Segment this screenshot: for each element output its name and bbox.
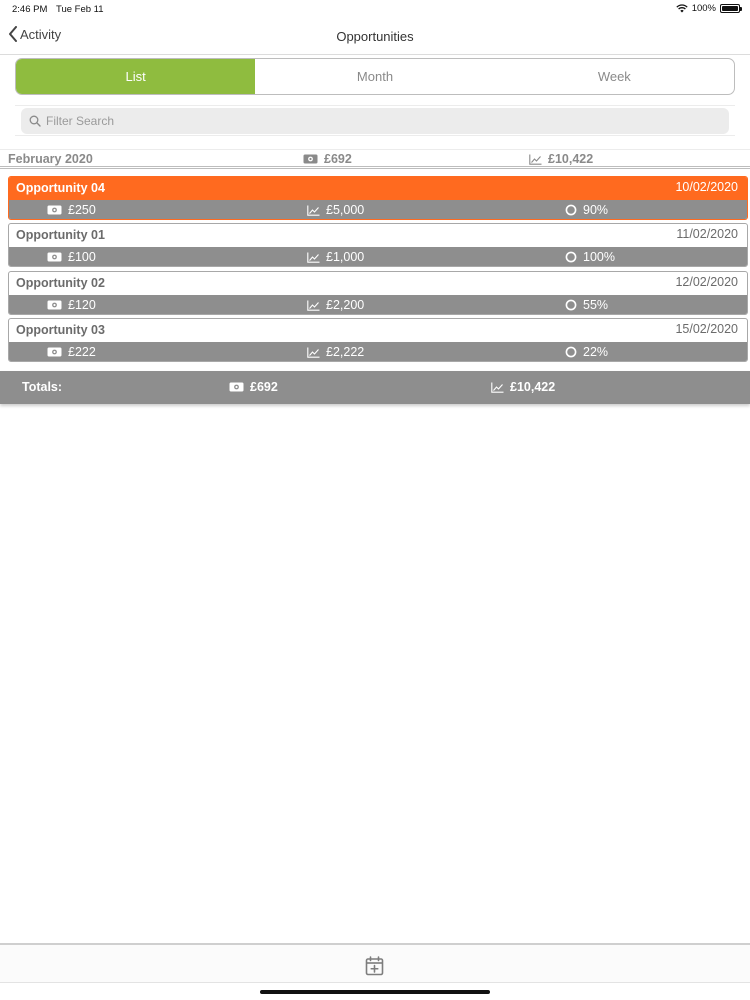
status-time: 2:46 PM	[12, 4, 48, 15]
ring-icon	[565, 346, 577, 358]
opportunity-probability-text: 90%	[583, 203, 609, 217]
opportunity-value	[47, 345, 96, 359]
opportunity-value-text: £250	[68, 203, 96, 217]
trend-chart-icon	[529, 154, 542, 165]
status-right	[676, 3, 740, 14]
opportunity-probability	[565, 203, 608, 217]
opportunity-date: 12/02/2020	[675, 275, 738, 289]
opportunity-value	[47, 203, 96, 217]
opportunity-date: 10/02/2020	[675, 180, 738, 194]
money-icon	[303, 154, 318, 164]
opportunity-probability-text: 22%	[583, 345, 609, 359]
opportunity-row[interactable]	[8, 223, 748, 267]
opportunity-value	[47, 298, 96, 312]
segment-list[interactable]: List	[16, 59, 255, 94]
opportunity-name: Opportunity 01	[16, 228, 105, 242]
opportunity-details	[9, 342, 747, 362]
totals-bar	[0, 371, 750, 404]
opportunity-details	[9, 200, 747, 220]
view-segmented-control	[15, 58, 735, 95]
opportunity-pipeline	[307, 250, 364, 264]
opportunity-header	[9, 224, 747, 247]
trend-chart-icon	[307, 347, 320, 358]
opportunity-probability-text: 100%	[583, 250, 615, 264]
money-icon	[47, 252, 62, 262]
opportunity-pipeline	[307, 345, 364, 359]
money-icon	[47, 300, 62, 310]
opportunity-header	[9, 319, 747, 342]
totals-value	[229, 380, 278, 394]
trend-chart-icon	[307, 205, 320, 216]
opportunity-details	[9, 295, 747, 315]
opportunity-name: Opportunity 02	[16, 276, 105, 290]
month-pipeline	[529, 152, 593, 166]
month-value-text: £692	[324, 152, 352, 166]
opportunity-pipeline	[307, 298, 364, 312]
month-section-header	[0, 149, 750, 169]
navigation-bar	[0, 18, 750, 55]
trend-chart-icon	[307, 252, 320, 263]
opportunity-row[interactable]	[8, 176, 748, 220]
month-value	[303, 152, 352, 166]
trend-chart-icon	[307, 300, 320, 311]
search-input[interactable]	[46, 114, 706, 128]
home-indicator	[260, 990, 490, 994]
totals-label: Totals:	[22, 380, 63, 394]
opportunity-value-text: £222	[68, 345, 96, 359]
ring-icon	[565, 299, 577, 311]
opportunity-value	[47, 250, 96, 264]
search-icon	[29, 115, 41, 127]
money-icon	[47, 205, 62, 215]
opportunity-probability	[565, 298, 608, 312]
wifi-icon	[676, 4, 688, 13]
opportunity-date: 11/02/2020	[676, 227, 738, 241]
totals-value-text: £692	[250, 380, 278, 394]
opportunity-probability-text: 55%	[583, 298, 609, 312]
segment-week[interactable]: Week	[597, 69, 631, 84]
opportunity-value-text: £100	[68, 250, 96, 264]
trend-chart-icon	[491, 382, 504, 393]
opportunity-pipeline-text: £2,200	[326, 298, 365, 312]
battery-percent: 100%	[691, 3, 716, 14]
opportunity-row[interactable]	[8, 318, 748, 362]
opportunity-row[interactable]	[8, 271, 748, 315]
opportunity-name: Opportunity 03	[16, 323, 105, 337]
money-icon	[229, 382, 244, 392]
opportunity-probability	[565, 345, 608, 359]
opportunity-pipeline-text: £5,000	[326, 203, 365, 217]
status-date: Tue Feb 11	[56, 4, 104, 15]
back-label: Activity	[20, 26, 62, 42]
opportunity-probability	[565, 250, 615, 264]
ring-icon	[565, 204, 577, 216]
bottom-toolbar	[0, 943, 750, 983]
search-bar	[15, 105, 735, 136]
search-field[interactable]	[21, 108, 729, 134]
opportunity-pipeline-text: £2,222	[326, 345, 365, 359]
opportunity-pipeline-text: £1,000	[326, 250, 365, 264]
status-bar	[0, 0, 750, 18]
opportunity-pipeline	[307, 203, 364, 217]
opportunity-details	[9, 247, 747, 267]
totals-pipeline-text: £10,422	[510, 380, 556, 394]
opportunity-value-text: £120	[68, 298, 96, 312]
battery-icon	[720, 4, 740, 13]
opportunity-date: 15/02/2020	[675, 322, 738, 336]
opportunity-header	[9, 272, 747, 295]
month-pipeline-text: £10,422	[548, 152, 594, 166]
opportunity-name: Opportunity 04	[16, 181, 105, 195]
page-title: Opportunities	[336, 29, 414, 44]
month-title: February 2020	[8, 152, 93, 166]
totals-pipeline	[491, 380, 555, 394]
ring-icon	[565, 251, 577, 263]
calendar-add-icon[interactable]	[365, 956, 384, 976]
opportunity-header	[9, 177, 747, 200]
money-icon	[47, 347, 62, 357]
segment-month[interactable]: Month	[356, 69, 394, 84]
